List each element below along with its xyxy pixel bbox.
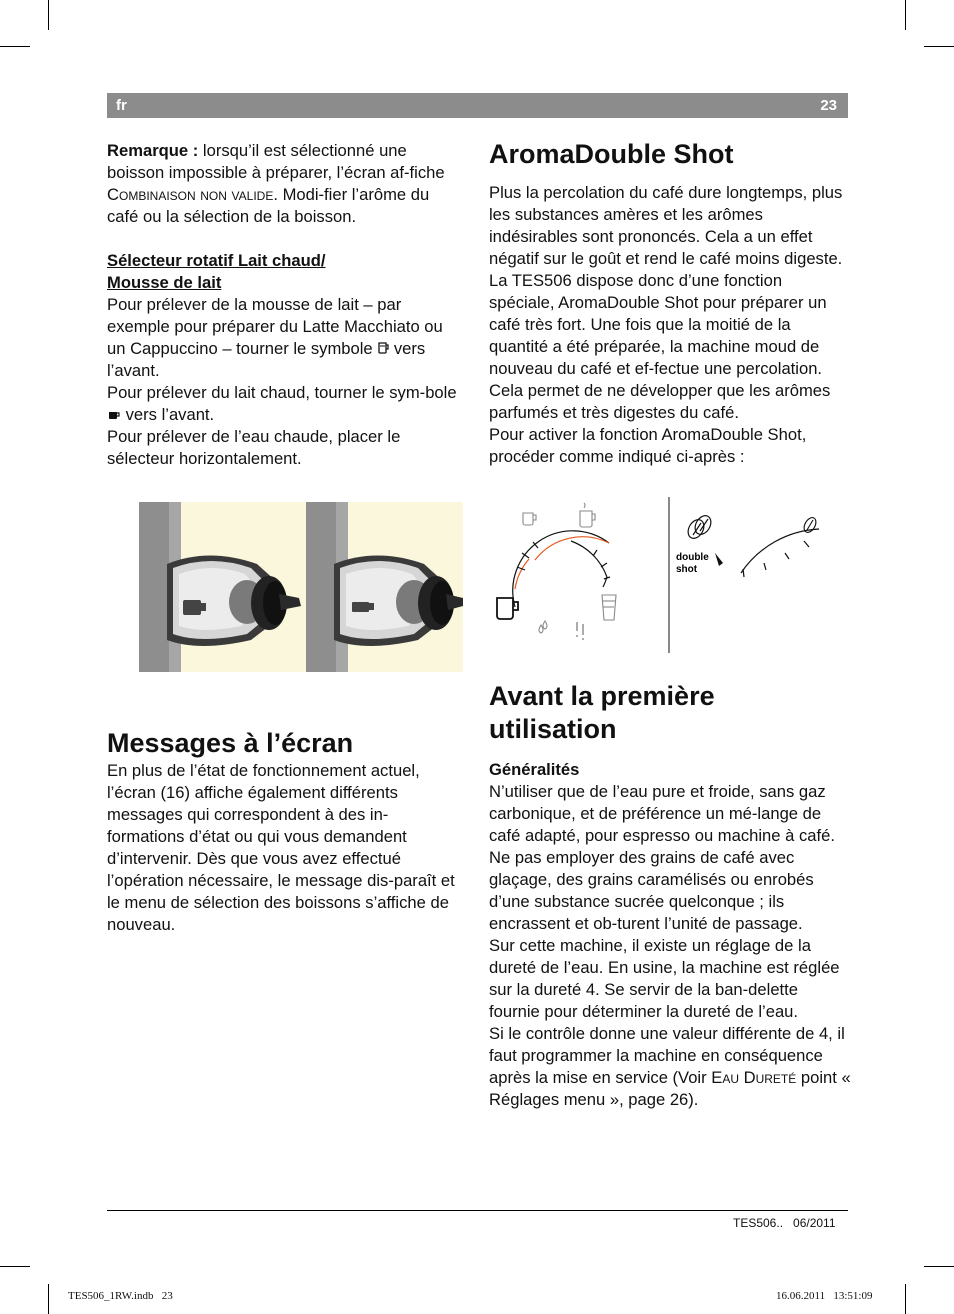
double-shot-label-1: double bbox=[676, 552, 709, 563]
remark-paragraph bbox=[107, 140, 465, 228]
crop-mark bbox=[0, 1266, 30, 1267]
crop-mark bbox=[48, 1284, 49, 1314]
selector-text-end: vers l’avant. bbox=[107, 339, 426, 380]
before-heading-line-1: Avant la première bbox=[489, 681, 715, 711]
double-shot-pointer-icon bbox=[715, 553, 723, 566]
page-number: 23 bbox=[820, 97, 837, 114]
selector-text: Pour prélever de la mousse de lait – par exemple pour préparer du Latte Macchiato ou un Cappuccino – tourner le symbole bbox=[107, 295, 443, 358]
milk-foam-icon bbox=[377, 341, 389, 355]
footer-rule bbox=[107, 1210, 848, 1211]
selector-text-end: vers l’avant. bbox=[121, 405, 215, 424]
cup-small-icon bbox=[523, 513, 536, 525]
general-paragraph-3 bbox=[489, 1023, 851, 1111]
aroma-heading: AromaDouble Shot bbox=[489, 139, 734, 169]
messages-paragraph: En plus de l’état de fonctionnement actuel, l’écran (16) affiche également différents messages qui correspondent à des in-formations d’état ou qui vous demandent d’intervenir. Dès que vous avez effectué l’opération nécessaire, le message dis-paraît et le menu de sélection des boissons s’affiche de nouveau. bbox=[107, 761, 455, 934]
water-drops-icon bbox=[577, 622, 583, 640]
language-code: fr bbox=[116, 97, 127, 114]
crop-mark bbox=[905, 0, 906, 30]
rotary-selector-photo bbox=[139, 502, 463, 672]
before-heading-line-2: utilisation bbox=[489, 714, 617, 744]
crop-mark bbox=[924, 46, 954, 47]
selector-heading bbox=[107, 250, 465, 294]
page-header-bar bbox=[107, 93, 848, 118]
single-bean-icon bbox=[802, 516, 819, 535]
double-shot-dial-diagram bbox=[489, 497, 851, 653]
footer-model-date: TES506.. 06/2011 bbox=[733, 1216, 836, 1230]
double-shot-label-2: shot bbox=[676, 564, 698, 575]
aroma-paragraph-2: Pour activer la fonction AromaDouble Shot, procéder comme indiqué ci-après : bbox=[489, 425, 807, 466]
selector-paragraph-1 bbox=[107, 294, 465, 382]
crop-mark bbox=[0, 46, 30, 47]
messages-heading: Messages à l’écran bbox=[107, 728, 354, 758]
left-column-bottom bbox=[107, 727, 465, 936]
selector-text: Pour prélever du lait chaud, tourner le sym-bole bbox=[107, 383, 457, 402]
left-column-top bbox=[107, 140, 465, 470]
crop-mark bbox=[905, 1284, 906, 1314]
crop-mark bbox=[924, 1266, 954, 1267]
print-slug-file: TES506_1RW.indb 23 bbox=[68, 1290, 173, 1302]
hot-milk-icon bbox=[107, 409, 121, 421]
before-first-use-heading bbox=[489, 680, 851, 746]
general-text-end: point « Réglages menu », page 26). bbox=[489, 1068, 851, 1109]
selector-heading-line-2: Mousse de lait bbox=[107, 273, 222, 292]
print-slug-timestamp: 16.06.2011 13:51:09 bbox=[776, 1290, 873, 1302]
remark-text: lorsqu’il est sélectionné une boisson impossible à préparer, l’écran af-fiche bbox=[107, 141, 445, 182]
milk-drops-icon bbox=[539, 621, 547, 633]
double-bean-icon bbox=[685, 513, 714, 541]
strength-dial bbox=[741, 529, 819, 577]
aroma-paragraph-1: Plus la percolation du café dure longtemps, plus les substances amères et les arômes indésirables sont prononcés. Cela a un effet négatif sur le goût et rend le café moins digeste. La TES506 dispose donc d’une fonction spéciale, AromaDouble Shot pour préparer un café très fort. Une fois que la moitié de la quantité a été préparée, la machine moud de nouveau du café et ef-fectue une percolation. Cela permet de ne développer que les arômes parfumés et très digestes du café. bbox=[489, 183, 843, 422]
remark-text-end: . Modi-fier l’arôme du café ou la sélection de la boisson. bbox=[107, 185, 430, 226]
crop-mark bbox=[48, 0, 49, 30]
selector-paragraph-2 bbox=[107, 382, 465, 426]
cup-large-icon bbox=[580, 503, 595, 527]
right-column-bottom bbox=[489, 680, 851, 1111]
selector-heading-line-1: Sélecteur rotatif Lait chaud/ bbox=[107, 251, 326, 270]
general-text: Si le contrôle donne une valeur différente de 4, il faut programmer la machine en conséquence après la mise en service (Voir bbox=[489, 1024, 845, 1087]
right-column-top bbox=[489, 138, 851, 468]
general-paragraph-2: Sur cette machine, il existe un réglage de la dureté de l’eau. En usine, la machine est réglée sur la dureté 4. Se servir de la ban-delette fournie pour déterminer la dureté de l’eau. bbox=[489, 936, 840, 1021]
general-heading: Généralités bbox=[489, 760, 580, 779]
setting-name: Eau Dureté bbox=[711, 1068, 797, 1087]
latte-glass-icon bbox=[602, 595, 616, 620]
drink-selector-dial bbox=[513, 531, 610, 607]
mug-icon[interactable] bbox=[497, 598, 518, 619]
general-paragraph-1: N’utiliser que de l’eau pure et froide, sans gaz carbonique, et de préférence un mé-lange de café adapté, pour espresso ou machine à café. Ne pas employer des grains de café avec glaçage, des grains caramélisés ou enrobés d’une substance sucrée quelconque ; ils encrassent et ob-turent l’unité de passage. bbox=[489, 782, 835, 933]
remark-label: Remarque : bbox=[107, 141, 199, 160]
selector-paragraph-3: Pour prélever de l’eau chaude, placer le sélecteur horizontalement. bbox=[107, 427, 401, 468]
remark-message: Combinaison non valide bbox=[107, 185, 274, 204]
